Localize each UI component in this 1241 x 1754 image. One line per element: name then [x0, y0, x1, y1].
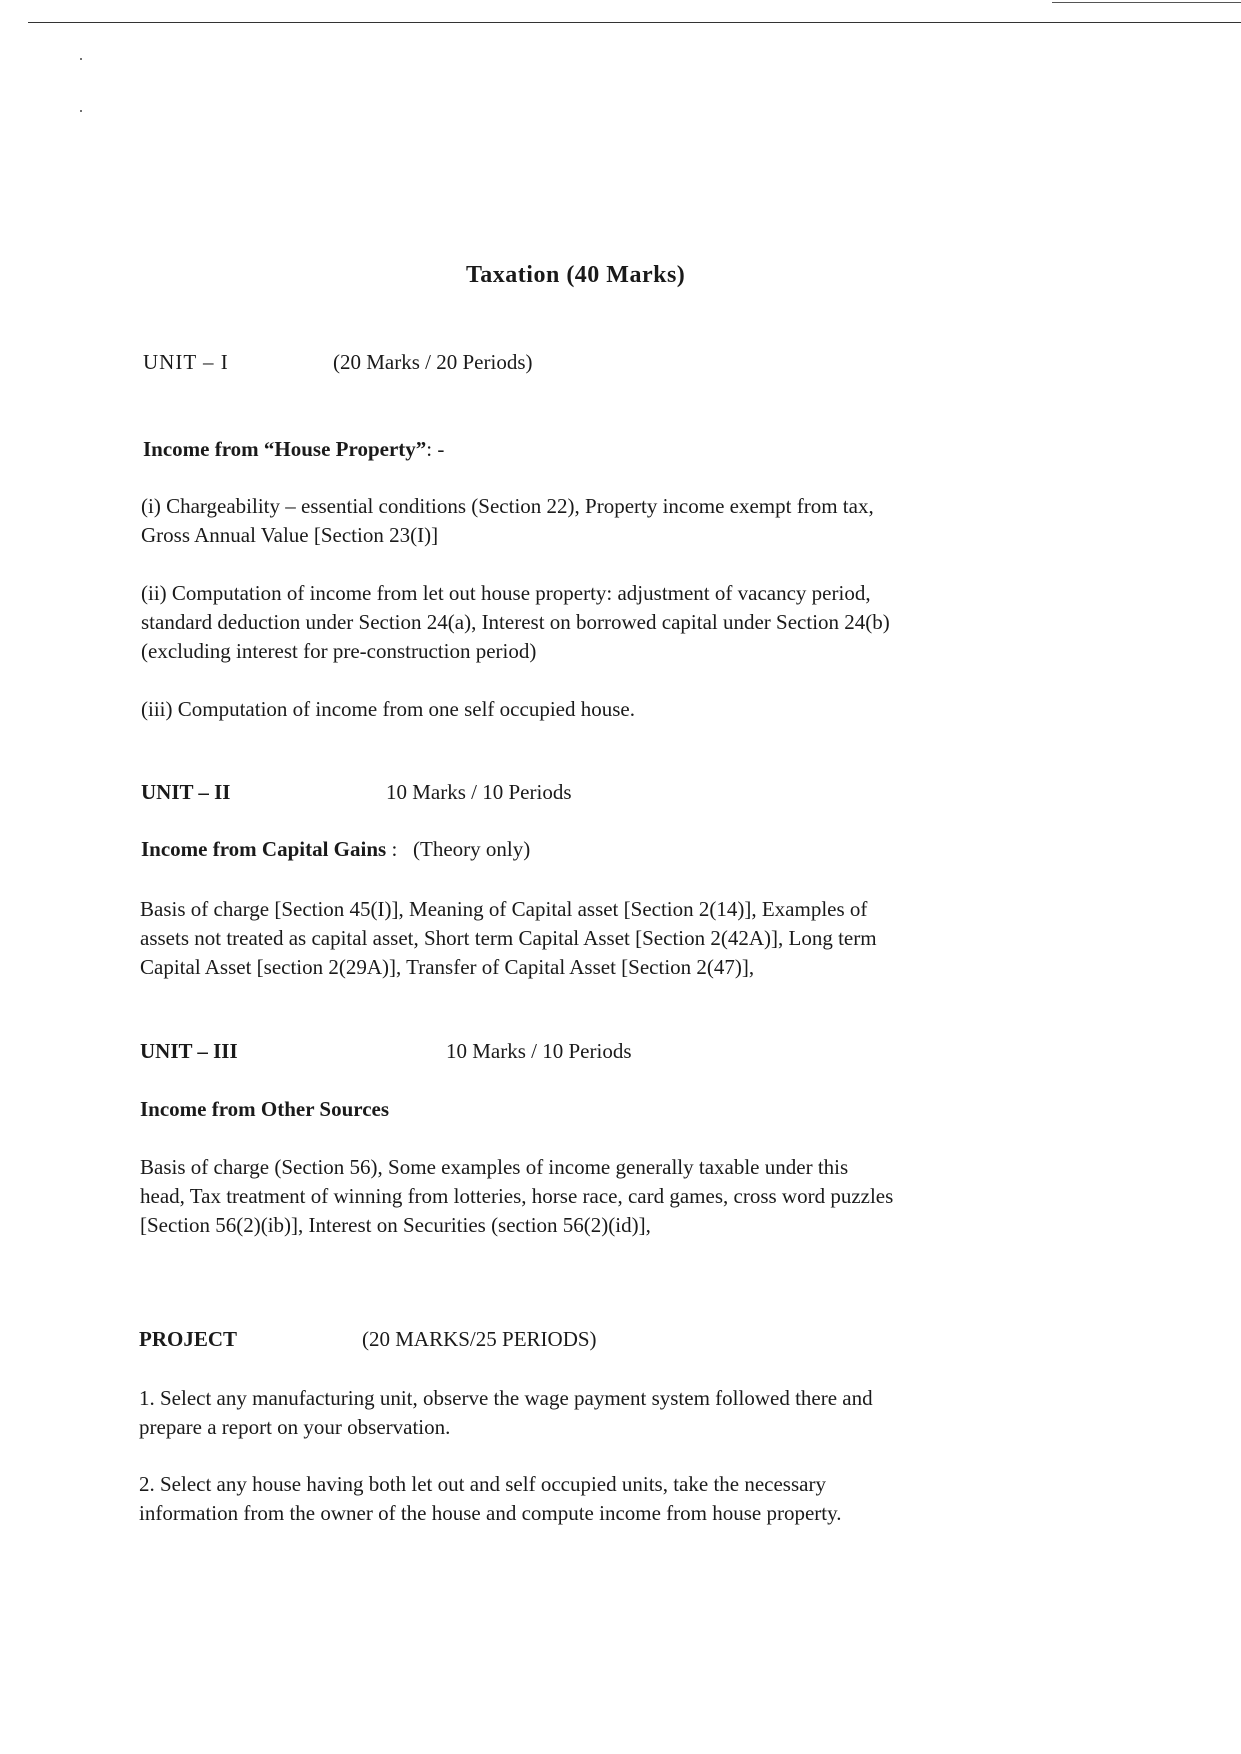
unit-3-heading-bold: Income from Other Sources: [140, 1097, 390, 1121]
paragraph-line: Gross Annual Value [Section 23(I)]: [141, 523, 439, 547]
unit-2-heading: [141, 837, 530, 862]
top-rule: [28, 22, 1241, 23]
scan-speck: [80, 110, 82, 112]
unit-3-label: UNIT – III: [140, 1039, 238, 1063]
paragraph-line: assets not treated as capital asset, Short term Capital Asset [Section 2(42A)], Long term: [140, 926, 877, 950]
paragraph-line: information from the owner of the house and compute income from house property.: [139, 1501, 842, 1525]
unit-1-heading: [143, 437, 444, 462]
unit-1-heading-rest: : -: [426, 437, 445, 461]
paragraph-line: prepare a report on your observation.: [139, 1415, 451, 1439]
page-title: Taxation (40 Marks): [466, 262, 686, 288]
unit-1-paragraph-1: [141, 492, 1041, 550]
paragraph-line: Basis of charge [Section 45(I)], Meaning of Capital asset [Section 2(14)], Examples of: [140, 897, 868, 921]
unit-1-paragraph-2: [141, 579, 1041, 666]
paragraph-line: (i) Chargeability – essential conditions (Section 22), Property income exempt from tax,: [141, 494, 874, 518]
paragraph-line: 1. Select any manufacturing unit, observe the wage payment system followed there and: [139, 1386, 873, 1410]
paragraph-line: standard deduction under Section 24(a), Interest on borrowed capital under Section 24(b): [141, 610, 890, 634]
top-rule-right: [1052, 2, 1241, 3]
unit-3-paragraph-1: [140, 1153, 1040, 1240]
project-marks: (20 MARKS/25 PERIODS): [362, 1327, 597, 1351]
unit-3-heading: [140, 1097, 389, 1122]
project-item-2: [139, 1470, 1039, 1528]
unit-2-paragraph-1: [140, 895, 1040, 982]
paragraph-line: [Section 56(2)(ib)], Interest on Securities (section 56(2)(id)],: [140, 1213, 651, 1237]
paragraph-line: Capital Asset [section 2(29A)], Transfer of Capital Asset [Section 2(47)],: [140, 955, 755, 979]
scan-speck: [80, 58, 82, 60]
unit-1-heading-bold: Income from “House Property”: [143, 437, 427, 461]
paragraph-line: 2. Select any house having both let out and self occupied units, take the necessary: [139, 1472, 826, 1496]
unit-2-label: UNIT – II: [141, 780, 231, 804]
paragraph-line: (ii) Computation of income from let out house property: adjustment of vacancy period,: [141, 581, 871, 605]
paragraph-line: (excluding interest for pre-construction period): [141, 639, 537, 663]
paragraph-line: Basis of charge (Section 56), Some examples of income generally taxable under this: [140, 1155, 849, 1179]
unit-1-marks: (20 Marks / 20 Periods): [333, 350, 533, 374]
project-item-1: [139, 1384, 1039, 1442]
project-label: PROJECT: [139, 1327, 238, 1351]
paragraph-line: (iii) Computation of income from one self occupied house.: [141, 697, 635, 721]
unit-1-paragraph-3: [141, 695, 1041, 724]
unit-2-marks: 10 Marks / 10 Periods: [386, 780, 572, 804]
unit-3-marks: 10 Marks / 10 Periods: [446, 1039, 632, 1063]
unit-1-label: UNIT – I: [143, 350, 229, 374]
unit-2-heading-rest: : (Theory only): [386, 837, 531, 861]
unit-2-heading-bold: Income from Capital Gains: [141, 837, 387, 861]
paragraph-line: head, Tax treatment of winning from lotteries, horse race, card games, cross word puzzles: [140, 1184, 894, 1208]
